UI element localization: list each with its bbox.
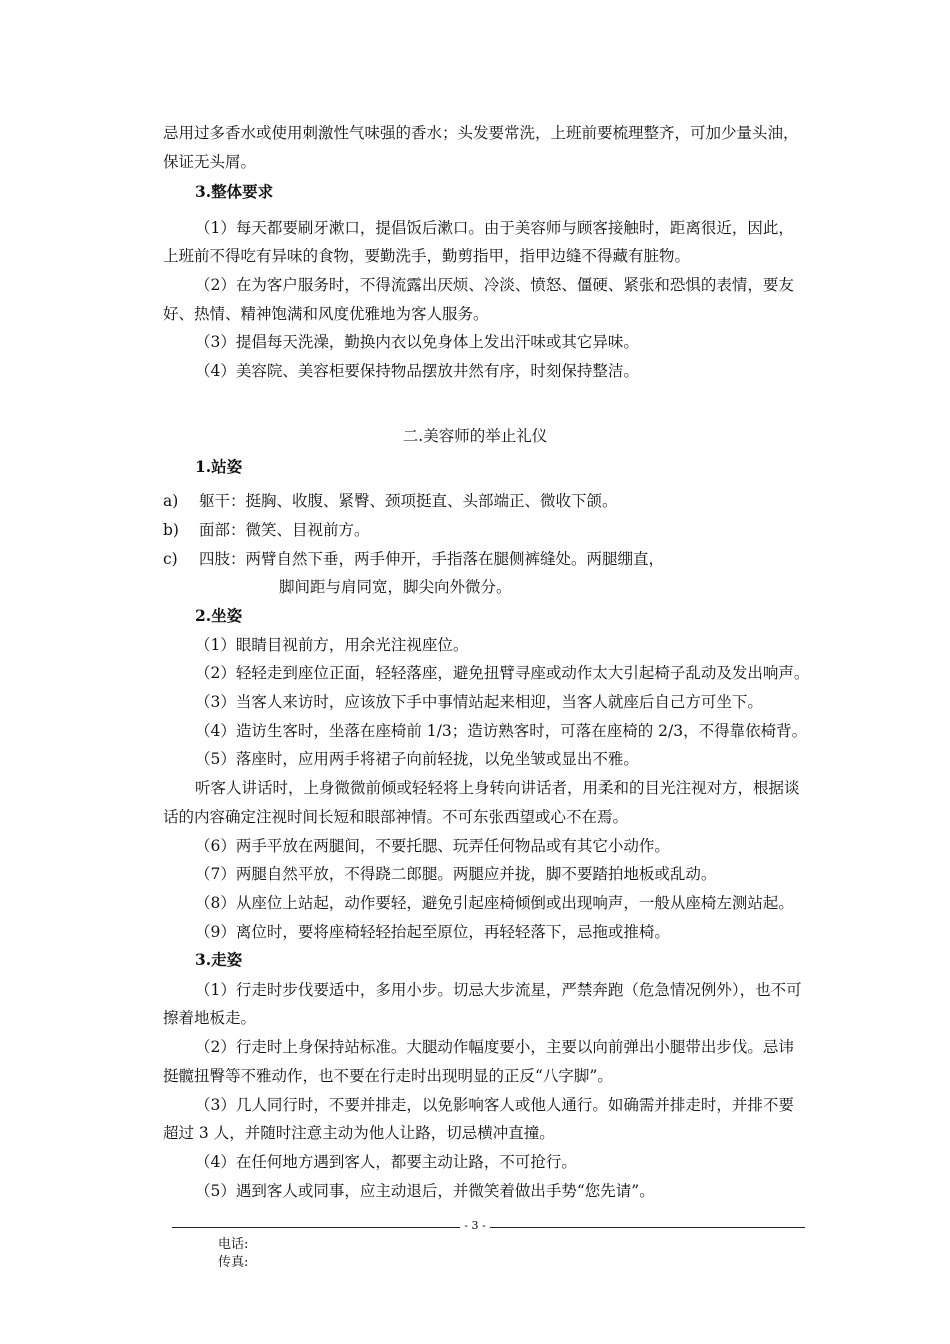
footer-phone-label: 电话: bbox=[218, 1237, 249, 1252]
paragraph-line: （7）两腿自然平放，不得跷二郎腿。两腿应并拢，脚不要踏拍地板或乱动。 bbox=[195, 865, 717, 883]
paragraph-line: （3）几人同行时，不要并排走，以免影响客人或他人通行。如确需并排走时，并排不要 bbox=[195, 1096, 794, 1114]
list-label: c) bbox=[163, 550, 178, 568]
list-text: 面部：微笑、目视前方。 bbox=[199, 521, 370, 539]
paragraph-line: （4）美容院、美容柜要保持物品摆放井然有序，时刻保持整洁。 bbox=[195, 362, 639, 380]
paragraph-line: 超过 3 人，并随时注意主动为他人让路，切忌横冲直撞。 bbox=[163, 1124, 555, 1142]
paragraph-line: （3）当客人来访时，应该放下手中事情站起来相迎，当客人就座后自己方可坐下。 bbox=[195, 693, 763, 711]
paragraph-line: （4）在任何地方遇到客人，都要主动让路，不可抢行。 bbox=[195, 1153, 577, 1171]
paragraph-line: 保证无头屑。 bbox=[163, 153, 257, 171]
list-label: a) bbox=[163, 492, 179, 510]
paragraph-line: （2）轻轻走到座位正面，轻轻落座，避免扭臂寻座或动作太大引起椅子乱动及发出响声。 bbox=[195, 664, 810, 682]
paragraph-line: 好、热情、精神饱满和风度优雅地为客人服务。 bbox=[163, 305, 489, 323]
section-title: 二.美容师的举止礼仪 bbox=[402, 427, 548, 445]
list-text: 四肢：两臂自然下垂，两手伸开，手指落在腿侧裤缝处。两腿绷直， bbox=[199, 550, 665, 568]
list-item bbox=[163, 520, 853, 540]
paragraph-line: （5）落座时，应用两手将裙子向前轻拢，以免坐皱或显出不雅。 bbox=[195, 750, 639, 768]
list-text: 躯干：挺胸、收腹、紧臀、颈项挺直、头部端正、微收下颌。 bbox=[199, 492, 618, 510]
subsection-heading-stand: 1.站姿 bbox=[195, 457, 243, 476]
paragraph-line: （1）每天都要刷牙漱口，提倡饭后漱口。由于美容师与顾客接触时，距离很近，因此， bbox=[195, 219, 794, 237]
subsection-heading-sit: 2.坐姿 bbox=[195, 606, 243, 625]
paragraph-line: （8）从座位上站起，动作要轻，避免引起座椅倾倒或出现响声，一般从座椅左测站起。 bbox=[195, 894, 794, 912]
paragraph-line: 忌用过多香水或使用刺激性气味强的香水；头发要常洗，上班前要梳理整齐，可加少量头油， bbox=[163, 124, 799, 142]
section-heading-overall: 3.整体要求 bbox=[195, 182, 274, 201]
paragraph-line: （5）遇到客人或同事，应主动退后，并微笑着做出手势“您先请”。 bbox=[195, 1182, 655, 1200]
list-item bbox=[163, 549, 853, 569]
paragraph-line: （2）在为客户服务时，不得流露出厌烦、冷淡、愤怒、僵硬、紧张和恐惧的表情，要友 bbox=[195, 276, 794, 294]
paragraph-line: （6）两手平放在两腿间，不要托腮、玩弄任何物品或有其它小动作。 bbox=[195, 837, 670, 855]
subsection-heading-walk: 3.走姿 bbox=[195, 950, 243, 969]
list-label: b) bbox=[163, 521, 179, 539]
paragraph-line: （2）行走时上身保持站标准。大腿动作幅度要小，主要以向前弹出小腿带出步伐。忌讳 bbox=[195, 1038, 794, 1056]
paragraph-line: （1）行走时步伐要适中，多用小步。切忌大步流星，严禁奔跑（危急情况例外），也不可 bbox=[195, 981, 802, 999]
paragraph-line: （3）提倡每天洗澡，勤换内衣以免身体上发出汗味或其它异味。 bbox=[195, 333, 639, 351]
paragraph-line: 挺髋扭臀等不雅动作，也不要在行走时出现明显的正反“八字脚”。 bbox=[163, 1067, 613, 1085]
paragraph-line: 话的内容确定注视时间长短和眼部神情。不可东张西望或心不在焉。 bbox=[163, 808, 629, 826]
list-item bbox=[163, 491, 853, 511]
paragraph-line: （4）造访生客时，坐落在座椅前 1/3；造访熟客时，可落在座椅的 2/3，不得靠依椅背。 bbox=[195, 722, 808, 740]
page-number: - 3 - bbox=[0, 1219, 950, 1233]
paragraph-line: （9）离位时，要将座椅轻轻抬起至原位，再轻轻落下，忌拖或推椅。 bbox=[195, 923, 670, 941]
list-item-continuation: 脚间距与肩同宽，脚尖向外微分。 bbox=[279, 578, 512, 596]
paragraph-line: （1）眼睛目视前方，用余光注视座位。 bbox=[195, 636, 469, 654]
footer-fax-label: 传真: bbox=[218, 1255, 249, 1270]
paragraph-line: 听客人讲话时，上身微微前倾或轻轻将上身转向讲话者，用柔和的目光注视对方，根据谈 bbox=[195, 779, 800, 797]
paragraph-line: 上班前不得吃有异味的食物，要勤洗手，勤剪指甲，指甲边缝不得藏有脏物。 bbox=[163, 247, 691, 265]
paragraph-line: 擦着地板走。 bbox=[163, 1009, 257, 1027]
